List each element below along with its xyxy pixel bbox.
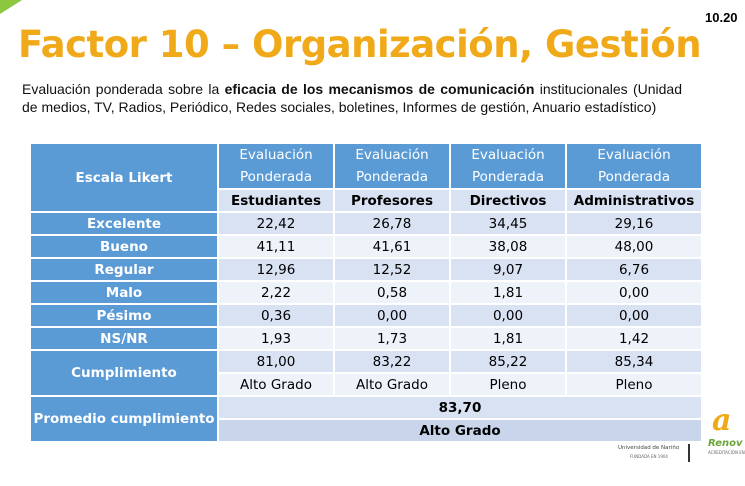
table-cell: 81,00 — [218, 350, 334, 373]
table-cell: 12,96 — [218, 258, 334, 281]
slide-number: 10.20 — [705, 10, 738, 25]
column-header-estudiantes: Estudiantes — [218, 189, 334, 212]
column-header-directivos: Directivos — [450, 189, 566, 212]
university-sub: FUNDADA EN 1904 — [630, 454, 668, 459]
table-cell: 29,16 — [566, 212, 702, 235]
table-cell: 6,76 — [566, 258, 702, 281]
row-label-excelente: Excelente — [30, 212, 218, 235]
table-cell: 2,22 — [218, 281, 334, 304]
promedio-grade: Alto Grado — [218, 419, 702, 442]
table-row — [30, 212, 702, 235]
row-label-malo: Malo — [30, 281, 218, 304]
table-cell: 0,58 — [334, 281, 450, 304]
table-cell: 12,52 — [334, 258, 450, 281]
table-cell: 26,78 — [334, 212, 450, 235]
table-row — [30, 281, 702, 304]
slide-title: Factor 10 – Organización, Gestión — [18, 23, 702, 66]
subtitle-part2: institucionales (Unidad de medios, TV, Radios, Periódico, Redes sociales, boletines, Informes de gestión, Anuario estadístico) — [22, 81, 682, 115]
row-label-pesimo: Pésimo — [30, 304, 218, 327]
table-cell: 85,34 — [566, 350, 702, 373]
row-label-nsnr: NS/NR — [30, 327, 218, 350]
likert-table — [29, 142, 703, 443]
grade-cell: Alto Grado — [334, 373, 450, 396]
table-cell: 1,93 — [218, 327, 334, 350]
table-cell: 0,36 — [218, 304, 334, 327]
subtitle-bold: eficacia de los mecanismos de comunicación — [224, 81, 535, 97]
row-label-cumplimiento: Cumplimiento — [30, 350, 218, 396]
table-cell: 34,45 — [450, 212, 566, 235]
renov-text: Renov — [708, 438, 743, 449]
renov-sub: ACREDITACIÓN EN — [708, 450, 745, 455]
table-cell: 0,00 — [450, 304, 566, 327]
subtitle-part1: Evaluación ponderada sobre la — [22, 81, 225, 97]
table-row — [30, 350, 702, 373]
row-label-bueno: Bueno — [30, 235, 218, 258]
scale-header: Escala Likert — [30, 143, 218, 212]
table-cell: 0,00 — [334, 304, 450, 327]
group-header: Evaluación Ponderada — [450, 143, 566, 189]
university-logo — [618, 444, 696, 462]
table-cell: 22,42 — [218, 212, 334, 235]
grade-cell: Alto Grado — [218, 373, 334, 396]
group-header: Evaluación Ponderada — [334, 143, 450, 189]
grade-cell: Pleno — [566, 373, 702, 396]
table-cell: 1,81 — [450, 281, 566, 304]
table-cell: 1,81 — [450, 327, 566, 350]
table-cell: 85,22 — [450, 350, 566, 373]
table-row — [30, 258, 702, 281]
table-cell: 0,00 — [566, 281, 702, 304]
group-header: Evaluación Ponderada — [566, 143, 702, 189]
group-header: Evaluación Ponderada — [218, 143, 334, 189]
slide-subtitle — [22, 80, 682, 116]
table-row — [30, 327, 702, 350]
promedio-value: 83,70 — [218, 396, 702, 419]
table-cell: 83,22 — [334, 350, 450, 373]
table-row — [30, 304, 702, 327]
row-label-promedio: Promedio cumplimiento — [30, 396, 218, 442]
row-label-regular: Regular — [30, 258, 218, 281]
renov-letter: a — [712, 403, 732, 438]
table-cell: 41,11 — [218, 235, 334, 258]
table-cell: 1,73 — [334, 327, 450, 350]
column-header-administrativos: Administrativos — [566, 189, 702, 212]
university-name: Universidad de Nariño — [618, 445, 680, 451]
logo-divider — [688, 444, 690, 462]
column-header-profesores: Profesores — [334, 189, 450, 212]
table-cell: 48,00 — [566, 235, 702, 258]
table-cell: 1,42 — [566, 327, 702, 350]
table-cell: 38,08 — [450, 235, 566, 258]
renovacion-logo — [708, 403, 745, 458]
corner-decoration — [0, 0, 22, 14]
table-row — [30, 235, 702, 258]
table-cell: 9,07 — [450, 258, 566, 281]
table-cell: 0,00 — [566, 304, 702, 327]
grade-cell: Pleno — [450, 373, 566, 396]
table-cell: 41,61 — [334, 235, 450, 258]
